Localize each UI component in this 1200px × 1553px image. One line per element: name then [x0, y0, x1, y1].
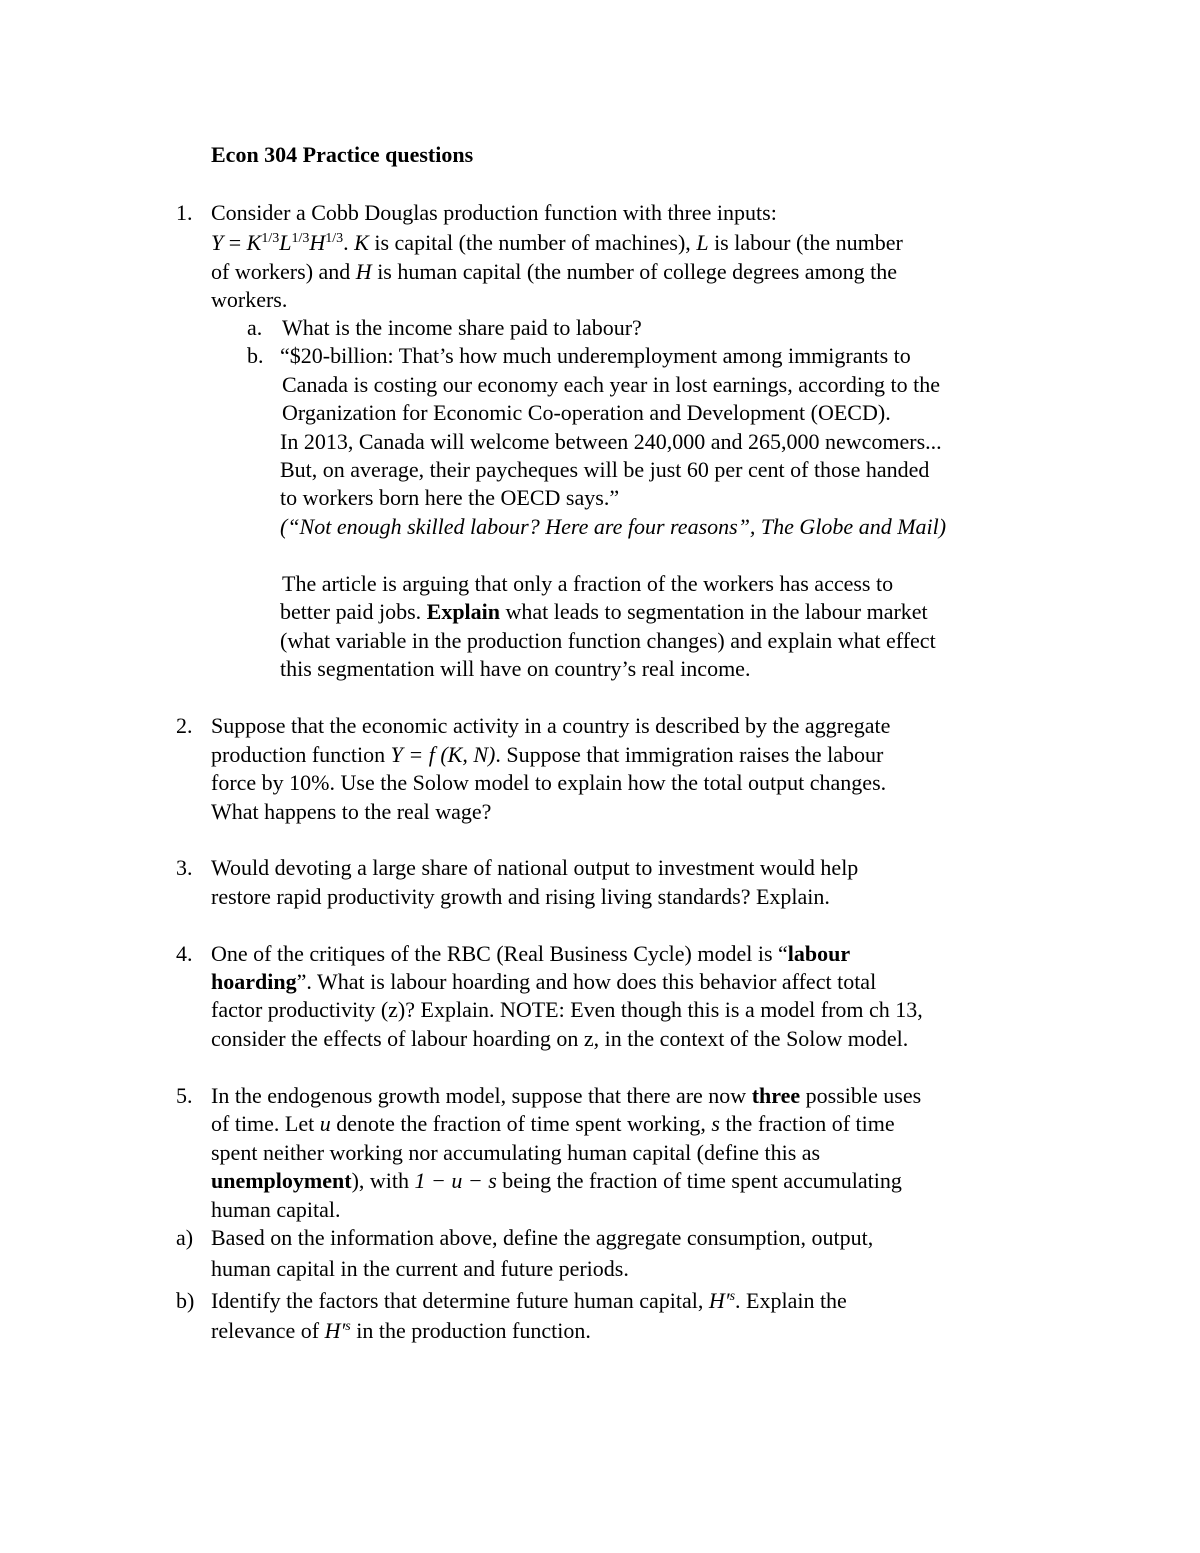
q5-b-line-2: [211, 1316, 591, 1346]
text: is human capital (the number of college degrees among the: [371, 259, 898, 284]
text: better paid jobs.: [280, 599, 427, 624]
var-h: H: [355, 259, 372, 284]
q1-line-1: Consider a Cobb Douglas production function with three inputs:: [211, 200, 777, 225]
q1-b-line-6: to workers born here the OECD says.”: [280, 485, 620, 510]
q1-line-4: workers.: [211, 287, 288, 312]
q1-b-citation: (“Not enough skilled labour? Here are four reasons”, The Globe and Mail): [280, 514, 947, 539]
q5-b-label: b): [176, 1288, 195, 1313]
q1-b-line-1: “$20-billion: That’s how much underemployment among immigrants to: [280, 343, 911, 368]
q5-a-line-1: Based on the information above, define the aggregate consumption, output,: [211, 1225, 874, 1250]
text: production function: [211, 742, 391, 767]
text: denote the fraction of time spent working,: [330, 1111, 712, 1136]
var-s: s: [711, 1111, 720, 1136]
bold-unemployment: unemployment: [211, 1168, 352, 1193]
text: One of the critiques of the RBC (Real Business Cycle) model is “: [211, 941, 788, 966]
question-3-number: 3.: [176, 855, 193, 880]
q1-a-label: a.: [247, 315, 263, 340]
q1-b-line-11: this segmentation will have on country’s real income.: [280, 656, 751, 681]
q2-line-1: Suppose that the economic activity in a country is described by the aggregate: [211, 713, 891, 738]
q3-line-2: restore rapid productivity growth and rising living standards? Explain.: [211, 884, 830, 909]
q1-b-label: b.: [247, 343, 264, 368]
eq-var-l: L: [279, 230, 292, 255]
bold-three: three: [751, 1083, 801, 1108]
question-2-number: 2.: [176, 713, 193, 738]
q1-b-line-3: Organization for Economic Co-operation and Development (OECD).: [282, 400, 891, 425]
text: what leads to segmentation in the labour market: [500, 599, 928, 624]
bold-hoarding: hoarding: [211, 969, 297, 994]
exp-h: 1/3: [325, 231, 344, 246]
q5-a-line-2: human capital in the current and future periods.: [211, 1256, 629, 1281]
eq-equals: =: [223, 230, 247, 255]
exp-l: 1/3: [291, 231, 310, 246]
q1-line-2: [211, 228, 903, 258]
eq-var-y: Y: [211, 230, 224, 255]
text: the fraction of time: [719, 1111, 895, 1136]
var-l: L: [696, 230, 709, 255]
q4-line-1: [211, 939, 850, 969]
text: is capital (the number of machines),: [368, 230, 697, 255]
eq-dot: .: [343, 230, 355, 255]
q5-a-label: a): [176, 1225, 194, 1250]
q2-line-2: [211, 740, 883, 770]
q2-line-3: force by 10%. Use the Solow model to explain how the total output changes.: [211, 770, 887, 795]
time-fraction-eq: 1 − u − s: [414, 1168, 497, 1193]
var-u: u: [319, 1111, 331, 1136]
bold-explain: Explain: [426, 599, 501, 624]
q4-line-3: factor productivity (z)? Explain. NOTE: Even though this is a model from ch 13,: [211, 997, 923, 1022]
q5-line-3: spent neither working nor accumulating human capital (define this as: [211, 1140, 821, 1165]
exp-k: 1/3: [261, 231, 280, 246]
q4-line-4: consider the effects of labour hoarding on z, in the context of the Solow model.: [211, 1026, 909, 1051]
q1-b-line-4: In 2013, Canada will welcome between 240,000 and 265,000 newcomers...: [280, 429, 942, 454]
text: of workers) and: [211, 259, 356, 284]
eq-var-k: K: [246, 230, 262, 255]
text: being the fraction of time spent accumulating: [496, 1168, 902, 1193]
text: Identify the factors that determine future human capital,: [211, 1288, 709, 1313]
q5-b-line-1: [211, 1286, 847, 1316]
q1-b-line-2: Canada is costing our economy each year in lost earnings, according to the: [282, 372, 940, 397]
question-1-number: 1.: [176, 200, 193, 225]
q5-line-1: [211, 1081, 921, 1111]
text: ”. What is labour hoarding and how does this behavior affect total: [296, 969, 877, 994]
sup-s: s: [345, 1319, 351, 1334]
q5-line-4: [211, 1166, 902, 1196]
production-function-eq: Y = f (K, N): [390, 742, 496, 767]
text: . Suppose that immigration raises the labour: [495, 742, 884, 767]
q1-line-3: [211, 257, 897, 287]
sup-s: s: [729, 1289, 736, 1304]
q5-line-2: [211, 1109, 895, 1139]
q2-line-4: What happens to the real wage?: [211, 799, 492, 824]
text: ), with: [351, 1168, 415, 1193]
var-k: K: [354, 230, 369, 255]
q5-line-5: human capital.: [211, 1197, 341, 1222]
text: relevance of: [211, 1318, 325, 1343]
text: of time. Let: [211, 1111, 320, 1136]
q1-b-line-5: But, on average, their paycheques will be just 60 per cent of those handed: [280, 457, 930, 482]
text: In the endogenous growth model, suppose that there are now: [211, 1083, 752, 1108]
q3-line-1: Would devoting a large share of national output to investment would help: [211, 855, 859, 880]
bold-labour: labour: [787, 941, 851, 966]
var-h-prime: H′: [708, 1288, 730, 1313]
q1-b-line-9: [280, 597, 928, 627]
page-title: Econ 304 Practice questions: [211, 142, 474, 167]
q4-line-2: [211, 967, 876, 997]
text: in the production function.: [350, 1318, 591, 1343]
text: . Explain the: [735, 1288, 847, 1313]
q1-a-text: What is the income share paid to labour?: [282, 315, 642, 340]
text: possible uses: [800, 1083, 922, 1108]
question-5-number: 5.: [176, 1083, 193, 1108]
var-h-prime: H′: [324, 1318, 346, 1343]
q1-b-line-8: The article is arguing that only a fraction of the workers has access to: [282, 571, 894, 596]
eq-var-h: H: [309, 230, 326, 255]
question-4-number: 4.: [176, 941, 193, 966]
text: is labour (the number: [708, 230, 903, 255]
q1-b-line-10: (what variable in the production function changes) and explain what effect: [280, 628, 936, 653]
